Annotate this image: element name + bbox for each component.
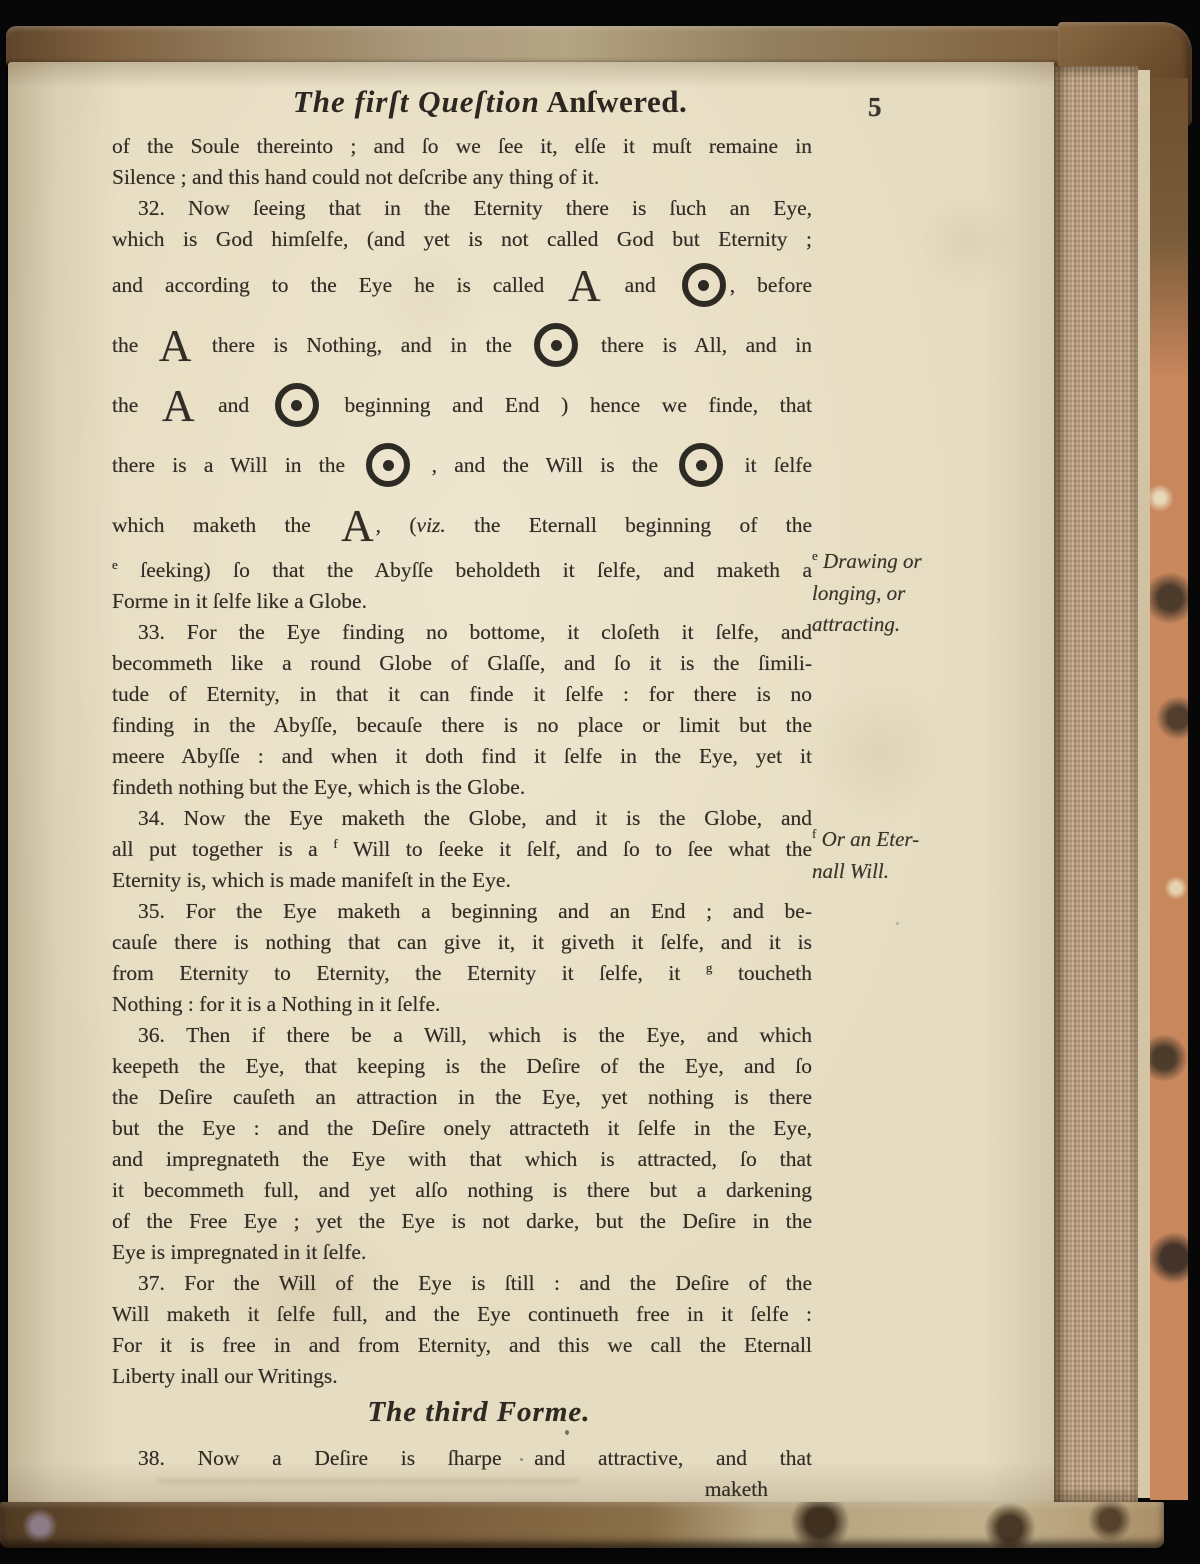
big-a-symbol: A [568,261,601,311]
text-segment: the Eternall beginning of the [445,513,813,537]
text-segment: meere Abyſſe : and when it doth find it ſelfe in the Eye, yet it [112,744,812,768]
big-a-symbol: A [341,501,374,551]
text-line [112,1268,812,1299]
margin-note-line [812,578,922,610]
text-segment: the Deſire cauſeth an attraction in the Eye, yet nothing is there [112,1085,812,1109]
text-segment: tude of Eternity, in that it can finde it ſelfe : for there is no [112,682,812,706]
text-segment: nall Will. [812,858,890,883]
text-segment: findeth nothing but the Eye, which is the Globe. [112,775,526,799]
text-segment: Eternity is, which is made manifeſt in the Eye. [112,868,511,892]
text-segment: all put together is a [112,837,334,861]
text-line [112,1144,812,1175]
eye-center-dot [698,280,709,291]
page-number: 5 [868,92,882,122]
text-line [112,224,812,255]
paragraphs-container [112,131,812,1392]
superscript-letter: g [705,960,713,975]
text-segment: beginning and End ) hence we finde, that [322,393,812,417]
text-line [112,1206,812,1237]
section-heading: The third Forme. [367,1396,591,1428]
text-segment: , before [729,273,812,297]
margin-note-line [812,609,922,641]
text-line [112,896,812,927]
text-segment: the [112,393,160,417]
margin-note-line [812,546,922,578]
margin-note-line [812,824,919,856]
text-segment: the [112,333,157,357]
marbled-endpaper-edge [1150,78,1188,1500]
text-segment: Eye is impregnated in it ſelfe. [112,1240,367,1264]
text-segment: it becommeth full, and yet alſo nothing is there but a darkening [112,1178,812,1202]
header-title-italic: The firſt Queſtion [292,84,540,119]
text-line [112,1082,812,1113]
text-segment: it ſelfe [727,453,813,477]
eye-symbol [682,263,726,307]
text-line [112,1051,812,1082]
text-segment: ſeeking) ſo that the Abyſſe beholdeth it ſelfe, and maketh a [117,558,812,582]
margin-note [812,824,919,887]
text-line [112,193,812,224]
eye-center-dot [696,460,707,471]
text-line [112,648,812,679]
text-line [112,435,812,495]
paragraph [112,803,812,896]
text-segment: toucheth [712,961,812,985]
text-line [112,1330,812,1361]
text-segment: Will maketh it ſelfe full, and the Eye continueth free in it ſelfe : [112,1302,812,1326]
last-paragraph [112,1443,812,1474]
text-segment: of the Free Eye ; yet the Eye is not darke, but the Deſire in the [112,1209,812,1233]
text-line [112,1020,812,1051]
eye-center-dot [551,340,562,351]
text-line [112,679,812,710]
text-segment: and [602,273,678,297]
paragraph [112,1268,812,1392]
text-line [112,989,812,1020]
book-top-cover-edge [6,26,1092,66]
text-line [112,617,812,648]
text-segment: Will to ſeeke it ſelf, and ſo to ſee what the [337,837,812,861]
book-bottom-cover-edge [0,1502,1164,1548]
text-segment: cauſe there is nothing that can give it, it giveth it ſelfe, and it is [112,930,812,954]
big-a-symbol: A [158,321,192,371]
text-block [112,131,812,1504]
header-title-roman: Anſwered. [539,84,688,119]
eye-center-dot [383,460,394,471]
text-segment: Silence ; and this hand could not deſcribe any thing of it. [112,165,600,189]
text-segment: and [196,393,271,417]
text-segment: Forme in it ſelfe like a Globe. [112,589,367,613]
text-line [112,710,812,741]
text-segment: and impregnateth the Eye with that which is attracted, ſo that [112,1147,812,1171]
catchword: maketh [704,1477,768,1501]
eye-symbol [679,443,723,487]
text-line [112,131,812,162]
text-segment: which maketh the [112,513,340,537]
superscript-letter: e [112,557,118,572]
text-segment: , and the Will is the [414,453,676,477]
text-segment: Liberty inall our Writings. [112,1364,338,1388]
superscript-letter: f [812,826,817,841]
text-segment: , ( [375,513,417,537]
text-segment: For it is free in and from Eternity, and this we call the Eternall [112,1333,812,1357]
text-segment: 36. Then if there be a Will, which is the Eye, and which [138,1023,812,1047]
text-line [112,1361,812,1392]
text-segment: which is God himſelfe, (and yet is not called God but Eternity ; [112,227,812,251]
text-segment: of the Soule thereinto ; and ſo we ſee it, elſe it muſt remaine in [112,134,812,158]
text-segment: but the Eye : and the Deſire onely attracteth it ſelfe in the Eye, [112,1116,812,1140]
paragraph [112,193,812,617]
margin-note [812,546,922,641]
text-line [112,555,812,586]
endpaper-edge [1138,70,1150,1498]
text-line [112,255,812,315]
text-line [112,834,812,865]
text-segment: from Eternity to Eternity, the Eternity it ſelfe, it [112,961,706,985]
text-segment: longing, or [812,580,906,605]
text-line [112,772,812,803]
text-segment: there is Nothing, and in the [193,333,531,357]
text-line [112,865,812,896]
text-segment: and according to the Eye he is called [112,273,567,297]
paragraph [112,896,812,1020]
text-segment: Nothing : for it is a Nothing in it ſelfe. [112,992,441,1016]
text-segment: 37. For the Will of the Eye is ſtill : and the Deſire of the [138,1271,812,1295]
page-header [112,84,812,120]
eye-center-dot [291,400,302,411]
ink-speck [896,922,899,925]
text-line [112,927,812,958]
paragraph [112,131,812,193]
text-line [112,803,812,834]
text-line [112,1299,812,1330]
text-segment: becommeth like a round Globe of Glaſſe, and ſo it is the ſimili- [112,651,812,675]
text-segment: there is All, and in [582,333,812,357]
page-fore-edge [1054,66,1138,1502]
text-segment: 34. Now the Eye maketh the Globe, and it is the Globe, and [138,806,812,830]
text-line [112,375,812,435]
text-line [112,495,812,555]
text-segment: Drawing or [817,549,922,573]
text-segment: there is a Will in the [112,453,363,477]
margin-note-line [812,856,919,888]
big-a-symbol: A [161,381,195,431]
text-segment: finding in the Abyſſe, becauſe there is no place or limit but the [112,713,812,737]
text-line [112,958,812,989]
text-line [112,1113,812,1144]
paragraph [112,617,812,803]
text-line [112,162,812,193]
text-line [112,1443,812,1474]
italic-segment: viz. [416,513,446,537]
text-segment: keepeth the Eye, that keeping is the Deſire of the Eye, and ſo [112,1054,812,1078]
text-line [112,741,812,772]
text-segment: 33. For the Eye finding no bottome, it cloſeth it ſelfe, and [138,620,812,644]
text-line [112,1175,812,1206]
text-segment: 38. Now a Deſire is ſharpe and attractive, and that [138,1446,812,1470]
text-segment: 32. Now ſeeing that in the Eternity there is ſuch an Eye, [138,196,812,220]
eye-symbol [275,383,319,427]
eye-symbol [534,323,578,367]
text-segment: attracting. [812,612,901,636]
text-line [112,586,812,617]
text-line [112,1237,812,1268]
text-segment: Or an Eter- [816,827,920,851]
superscript-letter: e [812,548,818,563]
eye-symbol [366,443,410,487]
text-segment: 35. For the Eye maketh a beginning and an End ; and be- [138,899,812,923]
paragraph [112,1020,812,1268]
text-line [112,315,812,375]
superscript-letter: f [333,836,338,851]
